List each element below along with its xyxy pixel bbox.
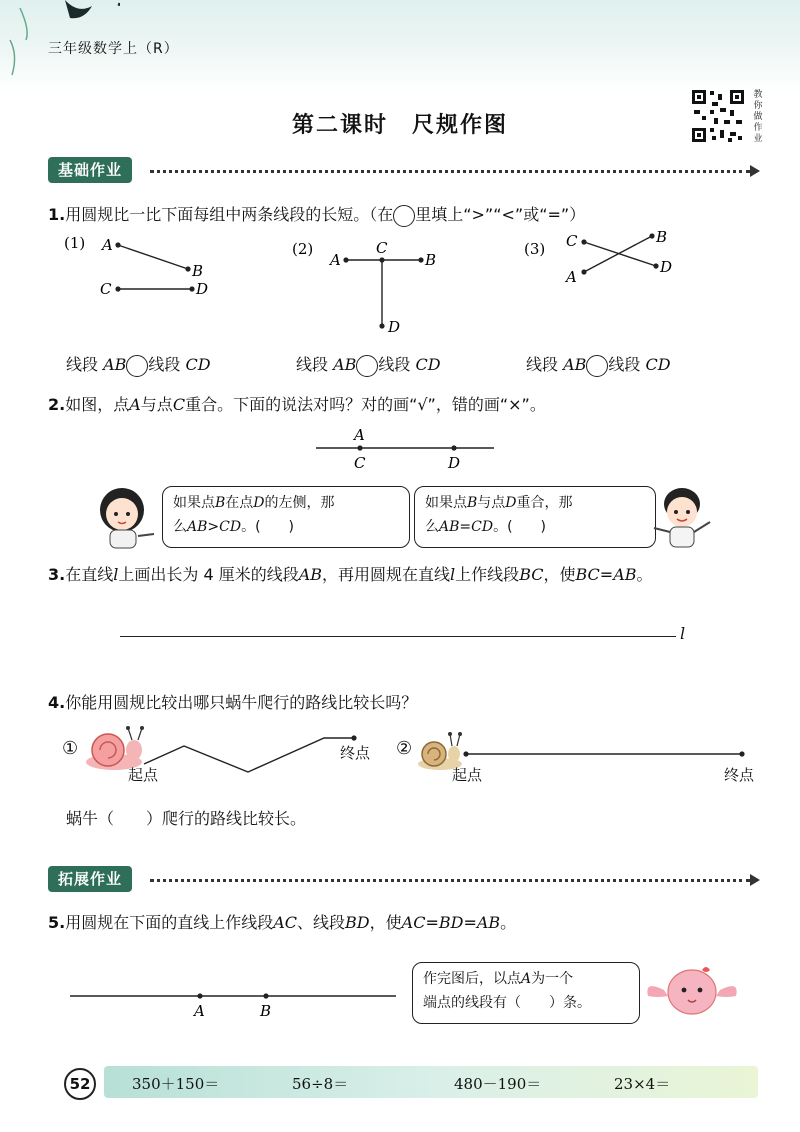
speech-bubble-right: 如果点B与点D重合，那 么AB=CD。( ) [414,486,656,548]
snail-2-end: 终点 [724,766,755,784]
snail-1-path [140,730,370,776]
snail-1-tag: ① [62,738,79,759]
point-label: B [260,1002,272,1020]
snail-2-path [460,748,750,760]
page-number: 52 [64,1068,96,1100]
q5-line-figure[interactable] [66,984,402,1024]
calc-4[interactable]: 23×4＝ [614,1075,671,1093]
point-label: A [102,236,113,254]
snail-2-tag: ② [396,738,413,759]
point-label: D [196,280,209,298]
arrow-right-icon [750,874,760,886]
line-l-label: l [680,624,686,643]
snail-1-start: 起点 [128,766,159,784]
point-label: C [566,232,578,250]
point-label: B [425,251,437,269]
q2-line-figure [300,424,510,474]
compare-2: 线段 AB 线段 CD [296,352,441,377]
snail-2-start: 起点 [452,766,483,784]
question-4-text: 4.你能用圆规比较出哪只蜗牛爬行的路线比较长吗？ [48,693,418,712]
qr-code-icon[interactable] [690,88,746,144]
question-5-text: 5.用圆规在下面的直线上作线段AC、线段BD，使AC=BD=AB。 [48,913,517,932]
question-4-answer[interactable]: 蜗牛（ ）爬行的路线比较长。 [66,809,307,828]
section-basic-label: 基础作业 [48,157,132,183]
point-label: B [192,262,204,280]
compare-3: 线段 AB 线段 CD [526,352,671,377]
point-label: D [448,454,461,472]
section-extended-label: 拓展作业 [48,866,132,892]
calc-1[interactable]: 350＋150＝ [132,1075,220,1093]
question-2-text: 2.如图，点A与点C重合。下面的说法对吗？对的画“√”，错的画“×”。 [48,395,546,414]
q1-figures [56,228,776,348]
point-label: A [194,1002,205,1020]
point-label: A [354,426,365,444]
girl-character-icon [90,484,160,550]
line-l[interactable] [120,636,676,637]
section-divider [150,879,750,882]
calc-3[interactable]: 480－190＝ [454,1075,542,1093]
point-label: C [354,454,366,472]
point-label: C [100,280,112,298]
answer-circle-1[interactable] [126,355,148,377]
compare-1: 线段 AB 线段 CD [66,352,211,377]
point-label: A [330,251,341,269]
point-label: D [388,318,401,336]
point-label: D [660,258,673,276]
group-1-tag: (1) [64,234,86,252]
grade-label: 三年级数学上（R） [48,41,179,57]
qr-caption: 教你做作业 [753,90,763,144]
answer-circle-icon [393,205,415,227]
answer-circle-2[interactable] [356,355,378,377]
section-divider [150,170,750,173]
answer-circle-3[interactable] [586,355,608,377]
pink-bird-icon [644,962,740,1018]
point-label: C [376,239,388,257]
page-title: 第二课时 尺规作图 [291,113,508,138]
question-3-text: 3.在直线l上画出长为 4 厘米的线段AB，再用圆规在直线l上作线段BC，使BC=AB。 [48,565,653,584]
arrow-right-icon [750,165,760,177]
question-1-text: 1.用圆规比一比下面每组中两条线段的长短。（在 里填上“>”“<”或“=”） [48,202,585,227]
speech-bubble-left: 如果点B在点D的左侧，那 么AB>CD。( ) [162,486,410,548]
point-label: A [566,268,577,286]
point-label: B [656,228,668,246]
snail-1-end: 终点 [340,744,371,762]
calc-2[interactable]: 56÷8＝ [292,1075,349,1093]
group-2-tag: (2) [292,240,314,258]
group-3-tag: (3) [524,240,546,258]
speech-bubble-q5: 作完图后，以点A为一个 端点的线段有（ ）条。 [412,962,640,1024]
boy-character-icon [646,482,720,548]
